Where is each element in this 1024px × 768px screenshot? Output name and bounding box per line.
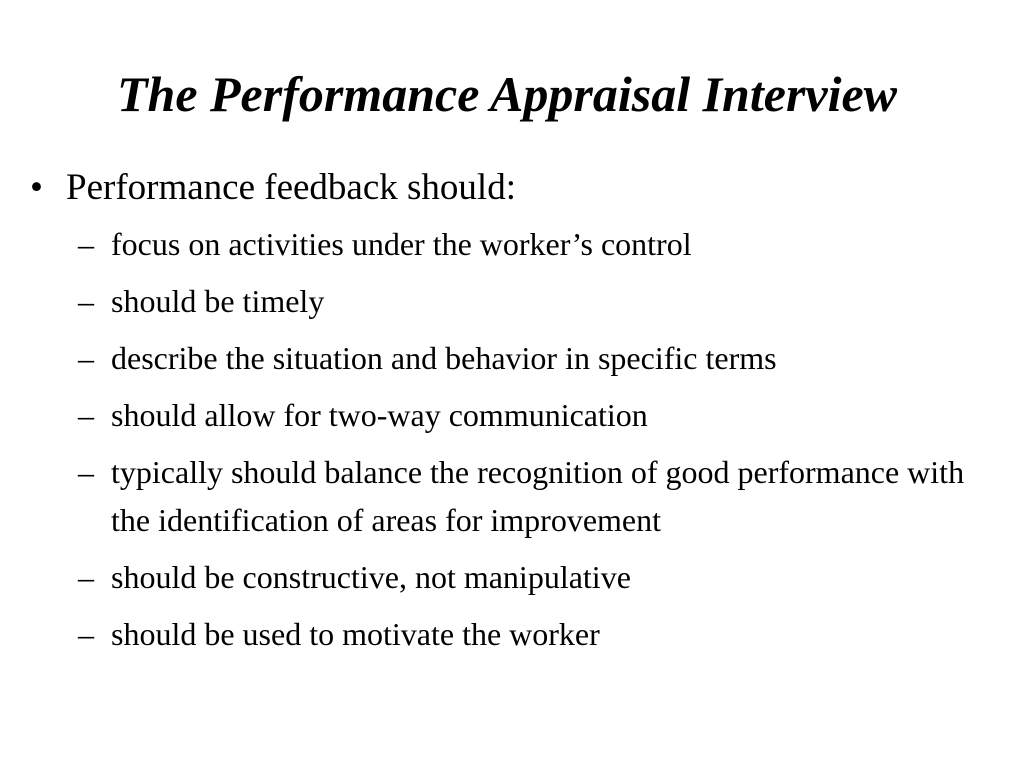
bullet-text: Performance feedback should: (66, 167, 516, 208)
sub-bullet-text: typically should balance the recognition of good performance with the identification of areas for improvement (111, 454, 965, 538)
sub-bullet-item (30, 334, 990, 382)
sub-bullet-text: describe the situation and behavior in specific terms (111, 340, 777, 376)
sub-bullet-text: should be used to motivate the worker (111, 616, 600, 652)
slide-body (30, 166, 990, 667)
dash-marker: – (78, 340, 94, 376)
sub-bullet-text: should be constructive, not manipulative (111, 559, 631, 595)
sub-bullet-text: should allow for two-way communication (111, 397, 648, 433)
dash-marker: – (78, 226, 94, 262)
sub-bullet-item (30, 220, 990, 268)
sub-bullet-item (30, 610, 990, 658)
sub-bullet-text: should be timely (111, 283, 325, 319)
sub-bullet-item (30, 277, 990, 325)
dash-marker: – (78, 283, 94, 319)
dash-marker: – (78, 559, 94, 595)
dash-marker: – (78, 454, 94, 490)
bullet-marker: • (30, 167, 43, 208)
sub-bullet-list (30, 220, 990, 658)
dash-marker: – (78, 397, 94, 433)
sub-bullet-item (30, 391, 990, 439)
sub-bullet-item (30, 553, 990, 601)
dash-marker: – (78, 616, 94, 652)
bullet-item (30, 166, 990, 210)
slide-title: The Performance Appraisal Interview (116, 66, 898, 122)
sub-bullet-text: focus on activities under the worker’s control (111, 226, 692, 262)
sub-bullet-item (30, 448, 990, 544)
